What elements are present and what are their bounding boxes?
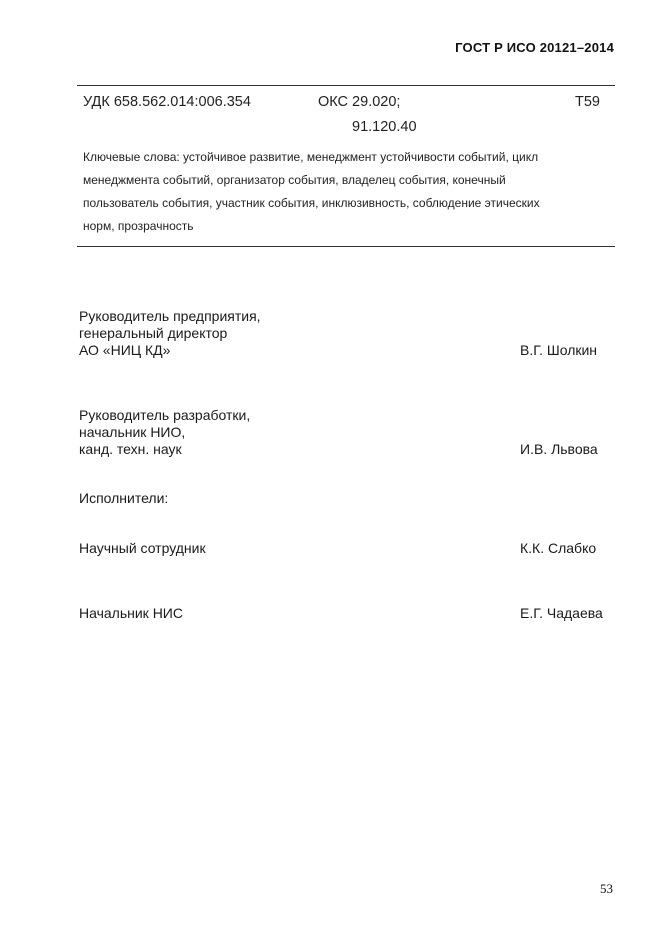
signatory-developer-name: И.В. Львова	[520, 441, 598, 457]
performer-name: К.К. Слабко	[520, 540, 597, 556]
standard-header: ГОСТ Р ИСО 20121–2014	[455, 40, 614, 55]
oks-code-line2: 91.120.40	[352, 119, 417, 135]
page-number: 53	[600, 881, 613, 896]
position-line: Руководитель предприятия,	[79, 308, 261, 324]
position-line: начальник НИО,	[79, 424, 186, 440]
signatory-director-position	[79, 308, 261, 359]
performer-position: Научный сотрудник	[79, 540, 206, 556]
keywords-paragraph	[83, 146, 603, 238]
position-line: генеральный директор	[79, 325, 228, 341]
performers-label: Исполнители:	[79, 490, 169, 506]
keywords-line: менеджмента событий, организатор события, владелец события, конечный	[83, 173, 506, 187]
top-rule	[77, 85, 615, 86]
keywords-line: Ключевые слова: устойчивое развитие, менеджмент устойчивости событий, цикл	[83, 150, 539, 164]
performer-name: Е.Г. Чадаева	[520, 605, 603, 621]
keywords-line: норм, прозрачность	[83, 219, 194, 233]
position-line: Руководитель разработки,	[79, 407, 251, 423]
position-line: канд. техн. наук	[79, 441, 182, 457]
udk-code: УДК 658.562.014:006.354	[83, 94, 251, 110]
keywords-line: пользователь события, участник события, инклюзивность, соблюдение этических	[83, 196, 540, 210]
signatory-developer-position	[79, 407, 250, 458]
position-line: АО «НИЦ КД»	[79, 342, 171, 358]
oks-code-line1: ОКС 29.020;	[318, 94, 401, 110]
bottom-rule	[77, 246, 615, 247]
class-code: Т59	[575, 94, 600, 110]
signatory-director-name: В.Г. Шолкин	[520, 342, 598, 358]
performer-position: Начальник НИС	[79, 605, 183, 621]
